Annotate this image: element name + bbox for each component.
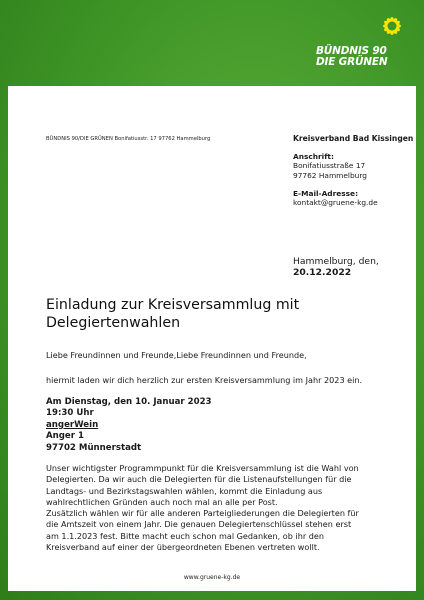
- event-venue-link[interactable]: angerWein: [46, 419, 99, 430]
- party-logo: [316, 8, 420, 78]
- logo-line-2: DIE GRÜNEN: [316, 56, 388, 68]
- program-line: die Amtszeit von einem Jahr. Die genauen Delegiertenschlüssel stehen erst: [46, 519, 352, 530]
- program-paragraph: [46, 463, 378, 553]
- contact-block: [293, 134, 418, 207]
- event-date: Am Dienstag, den 10. Januar 2023: [46, 397, 212, 407]
- email-link[interactable]: kontakt@gruene-kg.de: [293, 198, 378, 208]
- title-line-1: Einladung zur Kreisversammlug mit: [46, 297, 300, 313]
- address-city: 97762 Hammelburg: [293, 170, 367, 180]
- date-value: 20.12.2022: [293, 267, 352, 278]
- title-line-2: Delegiertenwahlen: [46, 315, 181, 331]
- address-label: Anschrift:: [293, 152, 334, 162]
- sunflower-icon: [362, 8, 410, 48]
- event-street: Anger 1: [46, 431, 84, 442]
- date-place: Hammelburg, den,: [293, 256, 379, 267]
- invitation-sentence: hiermit laden wir dich herzlich zur ersten Kreisversammlung im Jahr 2023 ein.: [46, 375, 363, 385]
- sender-return-address: BÜNDNIS 90/DIE GRÜNEN Bonifatiusstr. 17 97762 Hammelburg: [46, 136, 211, 142]
- letter-title: [46, 296, 386, 332]
- event-time: 19:30 Uhr: [46, 408, 94, 419]
- program-line: am 1.1.2023 fest. Bitte macht euch schon mal Gedanken, ob ihr den: [46, 530, 324, 541]
- event-details: [46, 397, 212, 454]
- program-line: Landtags- und Bezirkstagswahlen wählen, kommt die Einladung aus: [46, 485, 323, 496]
- email-label: E-Mail-Adresse:: [293, 188, 359, 198]
- greeting: Liebe Freundinnen und Freunde,Liebe Freundinnen und Freunde,: [46, 350, 307, 360]
- logo-line-1: BÜNDNIS 90: [316, 45, 387, 57]
- logo-wordmark: [316, 46, 416, 68]
- program-line: Zusätzlich wählen wir für alle anderen Parteigliederungen die Delegierten für: [46, 508, 359, 519]
- program-line: Unser wichtigster Programmpunkt für die Kreisversammlung ist die Wahl von: [46, 463, 359, 473]
- program-line: Kreisverband auf einer der übergeordneten Ebenen vertreten wollt.: [46, 542, 320, 553]
- program-line: Delegierten. Da wir auch die Delegierten für die Listenaufstellungen für die: [46, 474, 352, 485]
- org-name: Kreisverband Bad Kissingen: [293, 134, 414, 143]
- address-street: Bonifatiusstraße 17: [293, 161, 366, 171]
- date-block: [293, 256, 379, 278]
- program-line: wahlrechtlichen Gründen auch noch mal an alle per Post.: [46, 496, 278, 507]
- footer-url[interactable]: www.gruene-kg.de: [183, 574, 241, 581]
- event-city: 97702 Münnerstadt: [46, 442, 142, 453]
